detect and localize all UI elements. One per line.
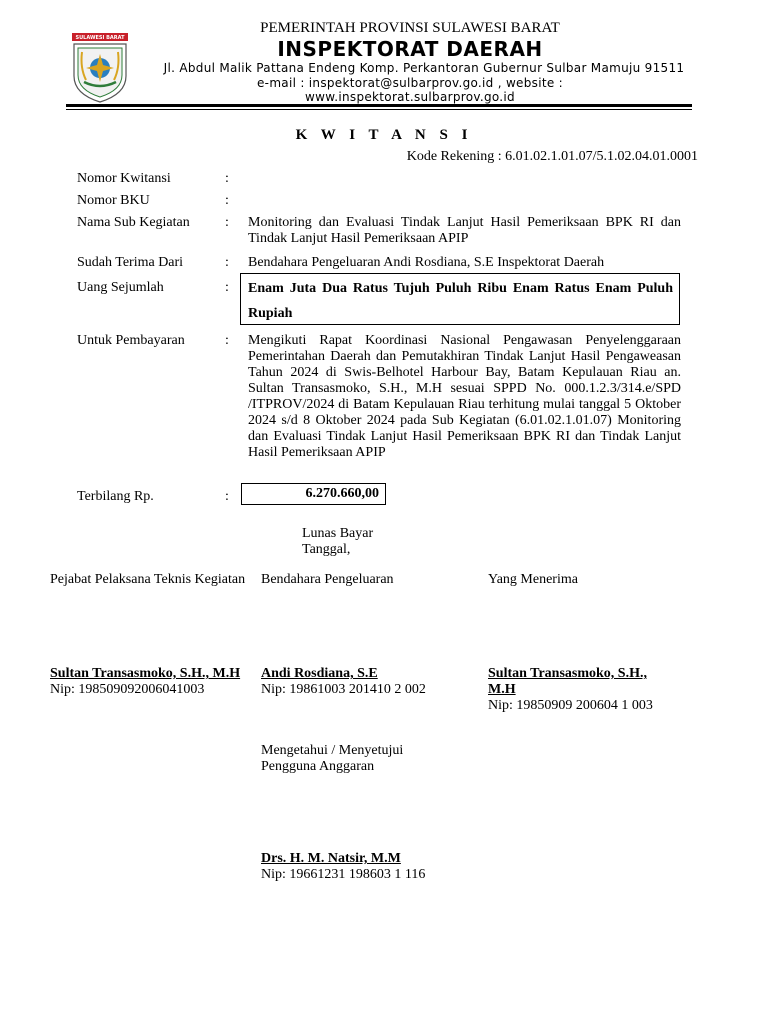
agency-address: Jl. Abdul Malik Pattana Endeng Komp. Perkantoran Gubernur Sulbar Mamuju 91511 (163, 61, 685, 75)
agency-name: INSPEKTORAT DAERAH (277, 37, 543, 61)
tanggal: Tanggal, (302, 542, 351, 557)
uang-sejumlah-label: Uang Sejumlah (77, 280, 164, 295)
approval-role-line1: Mengetahui / Menyetujui (261, 743, 404, 758)
pptk-name: Sultan Transasmoko, S.H., M.H (50, 666, 241, 681)
terbilang-amount: 6.270.660,00 (241, 483, 386, 505)
bendahara-name: Andi Rosdiana, S.E (261, 666, 378, 681)
nama-sub-kegiatan-value: Monitoring dan Evaluasi Tindak Lanjut Hasil Pemeriksaan BPK RI dan Tindak Lanjut Hasil Pemeriksaan APIP (248, 215, 681, 246)
colon: : (225, 255, 229, 270)
sulawesi-barat-emblem (70, 32, 130, 104)
penerima-name-line1: Sultan Transasmoko, S.H., (488, 666, 647, 681)
nomor-bku-label: Nomor BKU (77, 193, 150, 208)
colon: : (225, 193, 229, 208)
letterhead-rule-thin (66, 109, 692, 110)
penerima-signature (488, 666, 653, 714)
colon: : (225, 489, 229, 504)
pptk-signature (50, 666, 240, 698)
pengguna-anggaran-nip: Nip: 19661231 198603 1 116 (261, 867, 426, 882)
pptk-role: Pejabat Pelaksana Teknis Kegiatan (50, 572, 246, 587)
colon: : (225, 280, 229, 295)
untuk-pembayaran-value: Mengikuti Rapat Koordinasi Nasional Pengawasan Penyelenggaraan Pemerintahan Daerah dan Pemutakhiran Tindak Lanjut Hasil Pengaweasan Tahun 2024 di Swis-Belhotel Harbour Bay, Batam Kepulauan Riau an. Sultan Transasmoko, S.H., M.H sesuai SPPD No. 000.1.2.3/314.e/SPD /ITPROV/2024 di Batam Kepulauan Riau terhitung mulai tanggal 5 Oktober 2024 s/d 8 Oktober 2024 pada Sub Kegiatan (6.01.02.1.01.07) Monitoring dan Evaluasi Tindak Lanjut Hasil Pemeriksaan BPK RI dan Tindak Lanjut Hasil Pemeriksaan APIP (248, 333, 681, 460)
kode-rekening: Kode Rekening : 6.01.02.1.01.07/5.1.02.04.01.0001 (406, 149, 698, 164)
emblem-caption: SULAWESI BARAT (75, 35, 125, 42)
approval-role (261, 743, 403, 775)
pptk-nip: Nip: 198509092006041003 (50, 682, 205, 697)
penerima-name-line2: M.H (488, 682, 516, 697)
payment-status (302, 526, 373, 558)
pengguna-anggaran-name: Drs. H. M. Natsir, M.M (261, 851, 401, 866)
colon: : (225, 171, 229, 186)
bendahara-nip: Nip: 19861003 201410 2 002 (261, 682, 426, 697)
agency-contact: e-mail : inspektorat@sulbarprov.go.id , website : www.inspektorat.sulbarprov.go.id (257, 76, 563, 104)
approval-role-line2: Pengguna Anggaran (261, 759, 375, 774)
lunas-bayar: Lunas Bayar (302, 526, 374, 541)
colon: : (225, 215, 229, 230)
letterhead-rule-thick (66, 104, 692, 107)
untuk-pembayaran-label: Untuk Pembayaran (77, 333, 185, 348)
sudah-terima-dari-label: Sudah Terima Dari (77, 255, 184, 270)
approval-signature (261, 851, 425, 883)
bendahara-role: Bendahara Pengeluaran (261, 572, 394, 587)
penerima-role: Yang Menerima (488, 572, 578, 587)
nama-sub-kegiatan-label: Nama Sub Kegiatan (77, 215, 190, 230)
sudah-terima-dari-value: Bendahara Pengeluaran Andi Rosdiana, S.E Inspektorat Daerah (248, 255, 605, 270)
terbilang-label: Terbilang Rp. (77, 489, 154, 504)
penerima-nip: Nip: 19850909 200604 1 003 (488, 698, 653, 713)
document-title: K W I T A N S I (295, 127, 473, 143)
nomor-kwitansi-label: Nomor Kwitansi (77, 171, 171, 186)
government-heading: PEMERINTAH PROVINSI SULAWESI BARAT (260, 20, 560, 36)
bendahara-signature (261, 666, 426, 698)
uang-sejumlah-value: Enam Juta Dua Ratus Tujuh Puluh Ribu Enam Ratus Enam Puluh Rupiah (240, 273, 680, 325)
colon: : (225, 333, 229, 348)
